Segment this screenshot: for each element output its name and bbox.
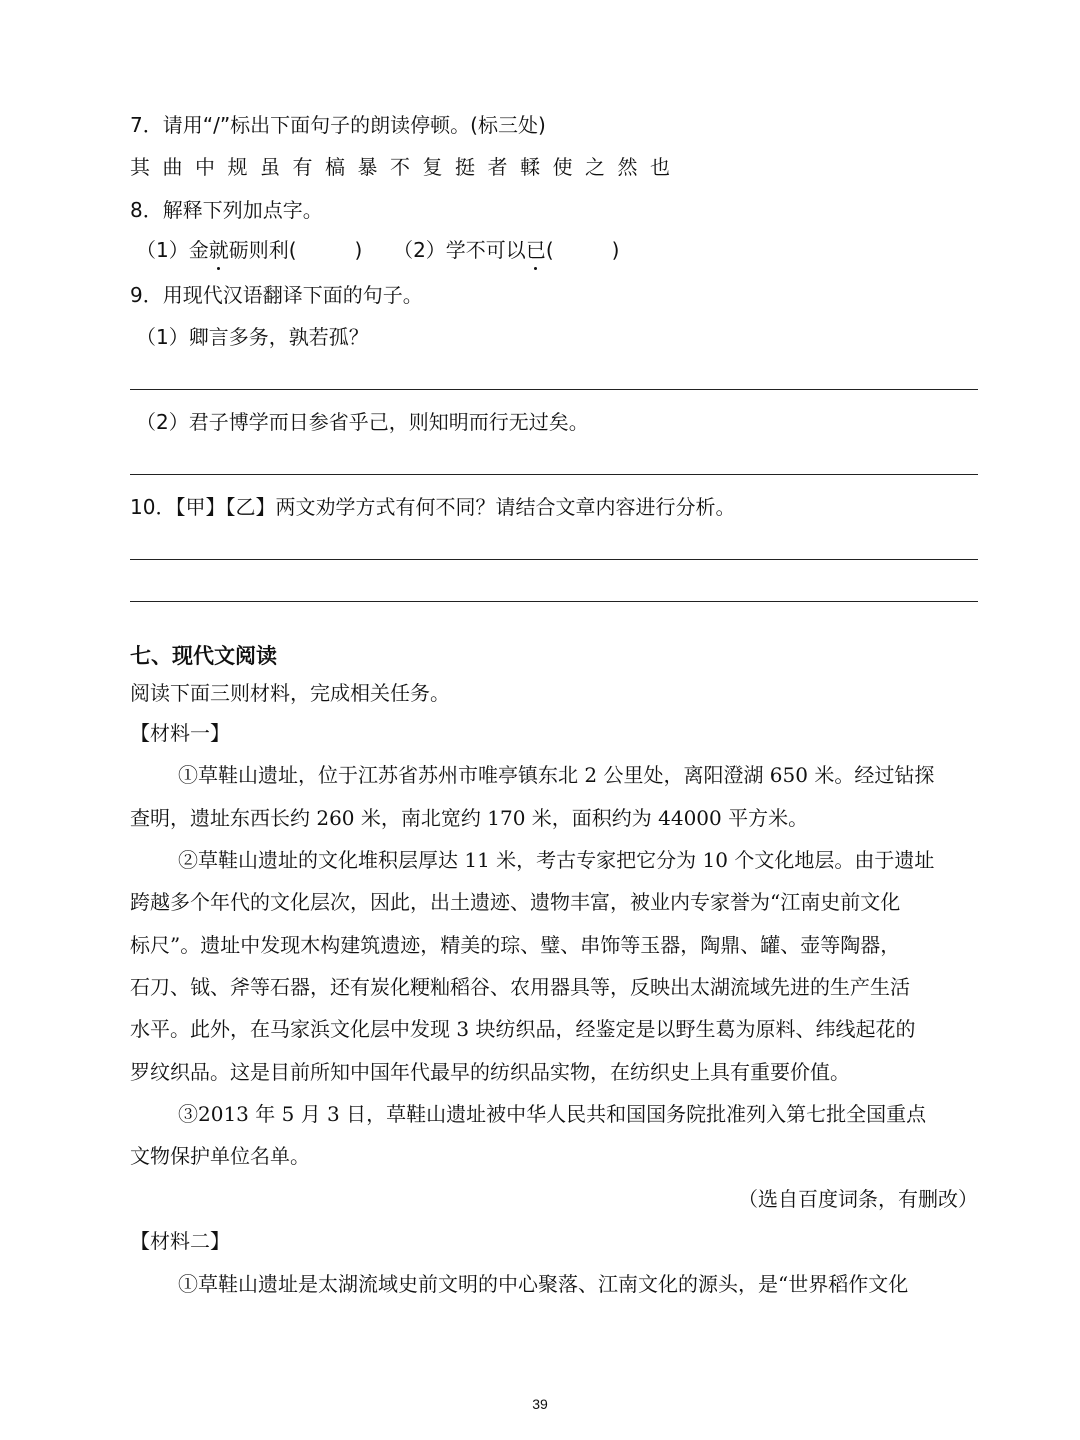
material1-source: （选自百度词条，有删改） <box>738 1187 978 1211</box>
material2-p1-line1: ①草鞋山遗址是太湖流域史前文明的中心聚落、江南文化的源头，是“世界稻作文化 <box>178 1272 909 1296</box>
q9-item1-answer-line[interactable] <box>130 389 978 390</box>
q8-item1-dotted-char: 就 <box>208 238 229 262</box>
material1-p2-line2: 跨越多个年代的文化层次，因此，出土遗迹、遗物丰富，被业内专家誉为“江南史前文化 <box>130 890 901 914</box>
material1-p3-line2: 文物保护单位名单。 <box>130 1144 310 1168</box>
material1-p3-line1: ③2013 年 5 月 3 日，草鞋山遗址被中华人民共和国国务院批准列入第七批全国重点 <box>178 1102 927 1126</box>
material1-p1-line2: 查明，遗址东西长约 260 米，南北宽约 170 米，面积约为 44000 平方米。 <box>130 806 809 830</box>
q10-answer-line-1[interactable] <box>130 559 978 560</box>
q7-sentence: 其曲中规虽有槁暴不复挺者輮使之然也 <box>130 155 683 179</box>
material1-p2-line6: 罗纹织品。这是目前所知中国年代最早的纺织品实物，在纺织史上具有重要价值。 <box>130 1060 850 1084</box>
q8-item1-close: ) <box>354 238 363 262</box>
q9-prompt: 9．用现代汉语翻译下面的句子。 <box>130 283 423 307</box>
material1-p2-line5: 水平。此外，在马家浜文化层中发现 3 块纺织品，经鉴定是以野生葛为原料、纬线起花的 <box>130 1017 916 1041</box>
q8-item2-before: （2）学不可以 <box>393 238 526 262</box>
q9-item2-answer-line[interactable] <box>130 474 978 475</box>
q10-answer-line-2[interactable] <box>130 601 978 602</box>
material1-label: 【材料一】 <box>130 721 230 745</box>
material1-p1-line1: ①草鞋山遗址，位于江苏省苏州市唯亭镇东北 2 公里处，离阳澄湖 650 米。经过钻探 <box>178 763 935 787</box>
section7-instruction: 阅读下面三则材料，完成相关任务。 <box>130 681 450 705</box>
q8-item1-before: （1）金 <box>136 238 209 262</box>
material1-p2-line3: 标尺”。遗址中发现木构建筑遗迹，精美的琮、璧、串饰等玉器，陶鼎、罐、壶等陶器， <box>130 933 901 957</box>
q8-items <box>136 236 984 264</box>
q8-item2-after: ( <box>545 238 554 262</box>
q9-item2: （2）君子博学而日参省乎己，则知明而行无过矣。 <box>136 410 589 434</box>
section7-title: 七、现代文阅读 <box>130 644 277 668</box>
q9-item1: （1）卿言多务，孰若孤？ <box>136 325 369 349</box>
q8-prompt: 8．解释下列加点字。 <box>130 198 323 222</box>
q8-item1-after: 砺则利( <box>228 238 297 262</box>
page-number: 39 <box>532 1396 548 1412</box>
q7-prompt: 7．请用“/”标出下面句子的朗读停顿。(标三处) <box>130 113 546 137</box>
q8-item2-close: ) <box>611 238 620 262</box>
q8-item2-dotted-char: 已 <box>525 238 546 262</box>
material1-p2-line4: 石刀、钺、斧等石器，还有炭化粳籼稻谷、农用器具等，反映出太湖流域先进的生产生活 <box>130 975 910 999</box>
material2-label: 【材料二】 <box>130 1229 230 1253</box>
material1-p2-line1: ②草鞋山遗址的文化堆积层厚达 11 米，考古专家把它分为 10 个文化地层。由于遗址 <box>178 848 935 872</box>
q10-prompt: 10．【甲】【乙】两文劝学方式有何不同？请结合文章内容进行分析。 <box>130 495 736 519</box>
